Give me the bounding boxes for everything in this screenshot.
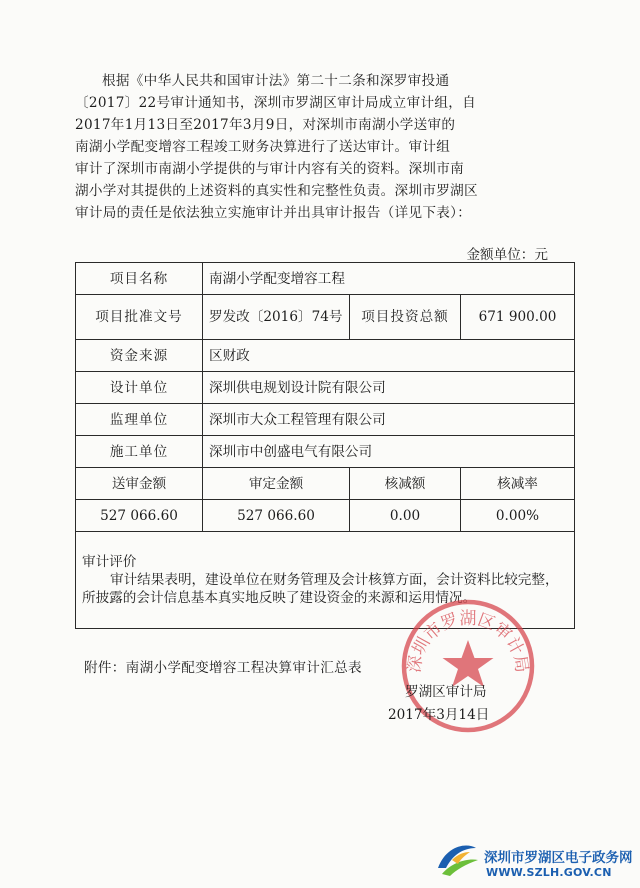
design-unit-label: 设计单位 xyxy=(76,372,203,404)
table-row xyxy=(76,500,575,532)
attachment-note: 附件：南湖小学配变增容工程决算审计汇总表 xyxy=(84,660,362,676)
footer-site-url: WWW.SZLH.GOV.CN xyxy=(486,866,612,879)
approval-number: 罗发改〔2016〕74号 xyxy=(203,295,350,340)
intro-line: 南湖小学配变增容工程竣工财务决算进行了送达审计。审计组 xyxy=(75,139,451,155)
issue-date: 2017年3月14日 xyxy=(388,707,490,723)
reduction-header: 核减额 xyxy=(350,468,461,500)
table-row xyxy=(76,295,575,340)
egov-logo-icon xyxy=(432,838,482,878)
table-row xyxy=(76,263,575,295)
construction-unit-label: 施工单位 xyxy=(76,436,203,468)
supervision-unit-label: 监理单位 xyxy=(76,404,203,436)
table-row xyxy=(76,340,575,372)
table-row xyxy=(76,468,575,500)
approval-label: 项目批准文号 xyxy=(76,295,203,340)
evaluation-text: 审计结果表明，建设单位在财务管理及会计核算方面，会计资料比较完整，所披露的会计信息基本真实地反映了建设资金的来源和运用情况。 xyxy=(82,572,559,606)
project-name-label: 项目名称 xyxy=(76,263,203,295)
investment-value: 671 900.00 xyxy=(461,295,575,340)
intro-line: 2017年1月13日至2017年3月9日，对深圳市南湖小学送审的 xyxy=(75,117,456,133)
approved-amount-header: 审定金额 xyxy=(203,468,350,500)
project-name-value: 南湖小学配变增容工程 xyxy=(203,263,575,295)
intro-line: 根据《中华人民共和国审计法》第二十二条和深罗审投通 xyxy=(102,73,450,89)
reduction-value: 0.00 xyxy=(350,500,461,532)
submitted-amount-value: 527 066.60 xyxy=(76,500,203,532)
design-unit-value: 深圳供电规划设计院有限公司 xyxy=(203,372,575,404)
investment-label: 项目投资总额 xyxy=(350,295,461,340)
reduction-rate-header: 核减率 xyxy=(461,468,575,500)
svg-text:深圳市罗湖区审计局: 深圳市罗湖区审计局 xyxy=(404,609,532,674)
intro-line: 审计了深圳市南湖小学提供的与审计内容有关的资料。深圳市南 xyxy=(75,161,465,177)
audit-summary-table xyxy=(75,262,575,629)
intro-line: 湖小学对其提供的上述资料的真实性和完整性负责。深圳市罗湖区 xyxy=(75,183,478,199)
reduction-rate-value: 0.00% xyxy=(461,500,575,532)
fund-source-value: 区财政 xyxy=(203,340,575,372)
table-row xyxy=(76,404,575,436)
approved-amount-value: 527 066.60 xyxy=(203,500,350,532)
construction-unit-value: 深圳市中创盛电气有限公司 xyxy=(203,436,575,468)
intro-line: 〔2017〕22号审计通知书，深圳市罗湖区审计局成立审计组，自 xyxy=(75,95,477,111)
table-row xyxy=(76,436,575,468)
table-row xyxy=(76,372,575,404)
evaluation-label: 审计评价 xyxy=(82,554,137,570)
intro-line: 审计局的责任是依法独立实施审计并出具审计报告（详见下表）： xyxy=(75,205,472,221)
submitted-amount-header: 送审金额 xyxy=(76,468,203,500)
amount-unit-note: 金额单位：元 xyxy=(466,247,548,263)
issuer-name: 罗湖区审计局 xyxy=(405,684,487,700)
intro-paragraph xyxy=(75,70,570,224)
supervision-unit-value: 深圳市大众工程管理有限公司 xyxy=(203,404,575,436)
fund-source-label: 资金来源 xyxy=(76,340,203,372)
footer-site-title: 深圳市罗湖区电子政务网 xyxy=(484,850,633,866)
